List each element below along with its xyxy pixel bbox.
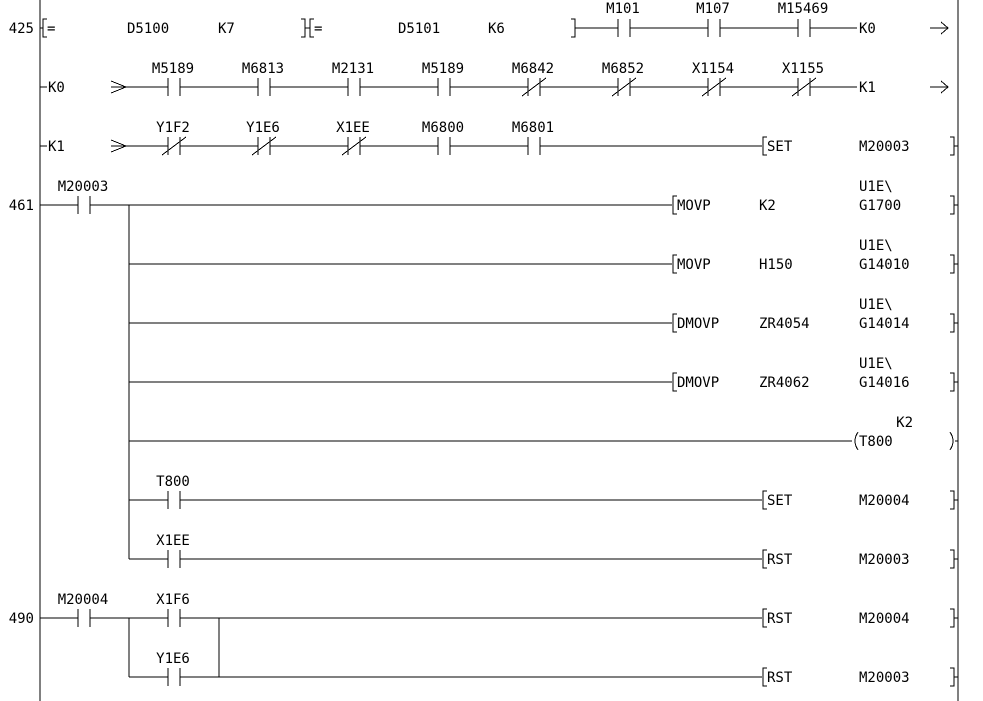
instr-source: ZR4062 [759, 375, 810, 391]
compare-operand[interactable]: K7 [218, 21, 235, 37]
instr-operand: M20004 [859, 493, 910, 509]
contact-label: Y1F2 [156, 120, 190, 136]
compare-op: = [47, 21, 56, 37]
contact-nc[interactable] [512, 61, 554, 96]
coil-paren-open [855, 432, 858, 450]
contact-no[interactable] [778, 1, 829, 37]
rung-step-490[interactable] [9, 592, 958, 686]
contact-nc[interactable] [782, 61, 824, 96]
contact-label: X1EE [336, 120, 370, 136]
rst-instruction[interactable] [763, 609, 958, 627]
compare-bracket-close [301, 19, 305, 37]
contact-nc[interactable] [602, 61, 644, 96]
rung-row-3[interactable] [40, 120, 958, 155]
instr-name: DMOVP [677, 375, 720, 391]
instr-name: SET [767, 139, 793, 155]
instr-bracket-close [950, 373, 958, 391]
contact-label: M6801 [511, 120, 555, 136]
instr-dest: G14016 [859, 375, 910, 391]
contact-no[interactable] [152, 61, 194, 96]
instr-name: MOVP [677, 257, 711, 273]
step-number-490: 490 [8, 611, 34, 627]
contact-label: M6813 [241, 61, 285, 77]
instr-operand: M20003 [859, 670, 910, 686]
instr-bracket-close [950, 550, 958, 568]
contact-no[interactable] [332, 61, 374, 96]
contact-no[interactable] [156, 592, 190, 627]
contact-no[interactable] [58, 179, 109, 214]
contact-label: M15469 [777, 1, 829, 17]
instr-bracket-close [950, 491, 958, 509]
instr-dest-unit: U1E\ [859, 356, 893, 372]
instr-dest-unit: U1E\ [859, 179, 893, 195]
contact-no[interactable] [242, 61, 284, 96]
contact-nc[interactable] [336, 120, 370, 155]
instr-bracket-close [950, 255, 958, 273]
instr-source: H150 [759, 257, 793, 273]
contact-label: M20004 [57, 592, 109, 608]
contact-no[interactable] [422, 61, 464, 96]
instr-dest: G1700 [859, 198, 902, 214]
instr-operand: M20004 [859, 611, 910, 627]
dmovp-instruction[interactable] [673, 297, 958, 332]
instr-name: DMOVP [677, 316, 720, 332]
contact-label: M6800 [421, 120, 465, 136]
instr-operand: M20003 [859, 139, 910, 155]
connector-in-label[interactable]: K1 [48, 139, 65, 155]
set-instruction[interactable] [763, 491, 958, 509]
compare-operand[interactable]: K6 [488, 21, 505, 37]
contact-nc[interactable] [692, 61, 734, 96]
instr-bracket-close [950, 314, 958, 332]
contact-label: M6842 [511, 61, 555, 77]
step-number-461: 461 [8, 198, 34, 214]
compare-bracket-close [571, 19, 575, 37]
timer-coil[interactable] [855, 415, 958, 450]
continuation-arrow-icon [930, 22, 948, 34]
contact-label: M107 [696, 1, 730, 17]
connector-in-label[interactable]: K0 [48, 80, 65, 96]
movp-instruction[interactable] [673, 179, 958, 214]
instr-name: MOVP [677, 198, 711, 214]
contact-no[interactable] [422, 120, 464, 155]
contact-label: X1154 [691, 61, 735, 77]
contact-no[interactable] [156, 651, 190, 686]
contact-label: Y1E6 [246, 120, 280, 136]
compare-operand[interactable]: D5101 [398, 21, 441, 37]
instr-name: RST [767, 552, 793, 568]
connector-out-label[interactable]: K1 [859, 80, 876, 96]
instr-name: RST [767, 670, 793, 686]
rst-instruction[interactable] [763, 668, 958, 686]
contact-no[interactable] [696, 1, 730, 37]
instr-source: ZR4054 [759, 316, 810, 332]
instr-dest: G14010 [859, 257, 910, 273]
contact-no[interactable] [58, 592, 109, 627]
instr-source: K2 [759, 198, 776, 214]
contact-no[interactable] [512, 120, 554, 155]
compare-operand[interactable]: D5100 [127, 21, 170, 37]
contact-label: Y1E6 [156, 651, 190, 667]
connector-out-label[interactable]: K0 [859, 21, 876, 37]
instr-bracket-close [950, 609, 958, 627]
contact-label: M20003 [57, 179, 109, 195]
instr-bracket-close [950, 137, 958, 155]
compare-bracket-open [305, 19, 314, 37]
contact-label: M5189 [421, 61, 465, 77]
contact-label: X1F6 [156, 592, 190, 608]
instr-dest: G14014 [859, 316, 910, 332]
continuation-arrow-icon [930, 81, 948, 93]
compare-op: = [314, 21, 323, 37]
contact-label: M6852 [601, 61, 645, 77]
dmovp-instruction[interactable] [673, 356, 958, 391]
contact-label: M2131 [331, 61, 375, 77]
contact-nc[interactable] [156, 120, 190, 155]
contact-no[interactable] [156, 533, 190, 568]
contact-label: X1EE [156, 533, 190, 549]
coil-paren-close [950, 432, 953, 450]
rung-row-2[interactable] [40, 61, 948, 96]
contact-label: X1155 [781, 61, 825, 77]
rst-instruction[interactable] [763, 550, 958, 568]
rung-step-461[interactable] [9, 179, 958, 568]
timer-name: T800 [859, 434, 893, 450]
set-instruction[interactable] [763, 137, 958, 155]
instr-name: RST [767, 611, 793, 627]
instr-name: SET [767, 493, 793, 509]
contact-label: T800 [156, 474, 190, 490]
rung-row-1[interactable] [9, 1, 948, 37]
contact-nc[interactable] [246, 120, 280, 155]
instr-dest-unit: U1E\ [859, 238, 893, 254]
instr-bracket-close [950, 668, 958, 686]
step-number-425: 425 [8, 21, 34, 37]
contact-label: M101 [606, 1, 640, 17]
contact-label: M5189 [151, 61, 195, 77]
contact-no[interactable] [606, 1, 640, 37]
timer-preset: K2 [896, 415, 913, 431]
contact-no[interactable] [156, 474, 190, 509]
instr-operand: M20003 [859, 552, 910, 568]
instr-dest-unit: U1E\ [859, 297, 893, 313]
compare-bracket-open [40, 19, 47, 37]
movp-instruction[interactable] [673, 238, 958, 273]
instr-bracket-close [950, 196, 958, 214]
